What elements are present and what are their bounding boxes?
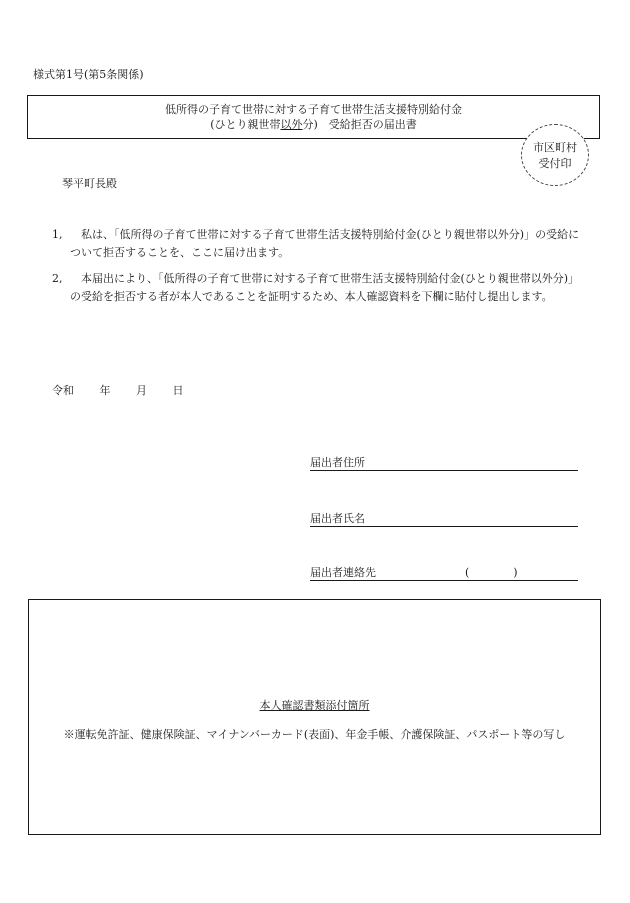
date-day: 日 bbox=[172, 384, 184, 397]
applicant-address-label: 届出者住所 bbox=[310, 456, 365, 469]
form-number: 様式第1号(第5条関係) bbox=[33, 68, 144, 81]
date-month: 月 bbox=[136, 384, 147, 397]
document-title-line1: 低所得の子育て世帯に対する子育て世帯生活支援特別給付金 bbox=[165, 103, 462, 116]
paragraph-text: 私は、「低所得の子育て世帯に対する子育て世帯生活支援特別給付金(ひとり親世帯以外分)」の受給について拒否することを、ここに届け出ます。 bbox=[70, 228, 580, 259]
document-title-box bbox=[27, 95, 600, 139]
document-title-line2 bbox=[28, 117, 599, 132]
paragraph-number: 2, bbox=[52, 272, 63, 285]
applicant-address-field[interactable] bbox=[310, 456, 578, 471]
date-year: 年 bbox=[99, 384, 111, 397]
id-section-heading: 本人確認書類添付箇所 bbox=[259, 699, 370, 712]
stamp-label-line1: 市区町村 bbox=[533, 141, 577, 154]
addressee: 琴平町長殿 bbox=[62, 177, 117, 190]
applicant-name-field[interactable] bbox=[310, 512, 578, 527]
paragraph-1 bbox=[52, 226, 580, 262]
paragraph-number: 1, bbox=[52, 228, 63, 241]
stamp-label-line2: 受付印 bbox=[538, 157, 572, 170]
reception-stamp-area bbox=[521, 124, 589, 186]
paragraph-text: 本届出により、「低所得の子育て世帯に対する子育て世帯生活支援特別給付金(ひとり親世帯以外分)」の受給を拒否する者が本人であることを証明するため、本人確認資料を下欄に貼付し提出します。 bbox=[70, 272, 580, 303]
applicant-contact-label: 届出者連絡先 bbox=[310, 566, 376, 579]
title-line2-prefix: (ひとり親世帯 bbox=[210, 118, 281, 131]
applicant-contact-field[interactable] bbox=[310, 566, 578, 581]
title-line2-suffix: 分) 受給拒否の届出書 bbox=[302, 118, 417, 131]
contact-parentheses: ( ) bbox=[465, 566, 518, 579]
id-document-attachment-box bbox=[28, 599, 601, 835]
applicant-name-label: 届出者氏名 bbox=[310, 512, 365, 525]
date-line bbox=[52, 382, 206, 398]
date-era: 令和 bbox=[52, 384, 74, 397]
title-line2-underlined: 以外 bbox=[280, 118, 303, 131]
paragraph-2 bbox=[52, 270, 580, 306]
id-section-note: ※運転免許証、健康保険証、マイナンバーカード(表面)、年金手帳、介護保険証、パスポート等の写し bbox=[63, 728, 566, 741]
